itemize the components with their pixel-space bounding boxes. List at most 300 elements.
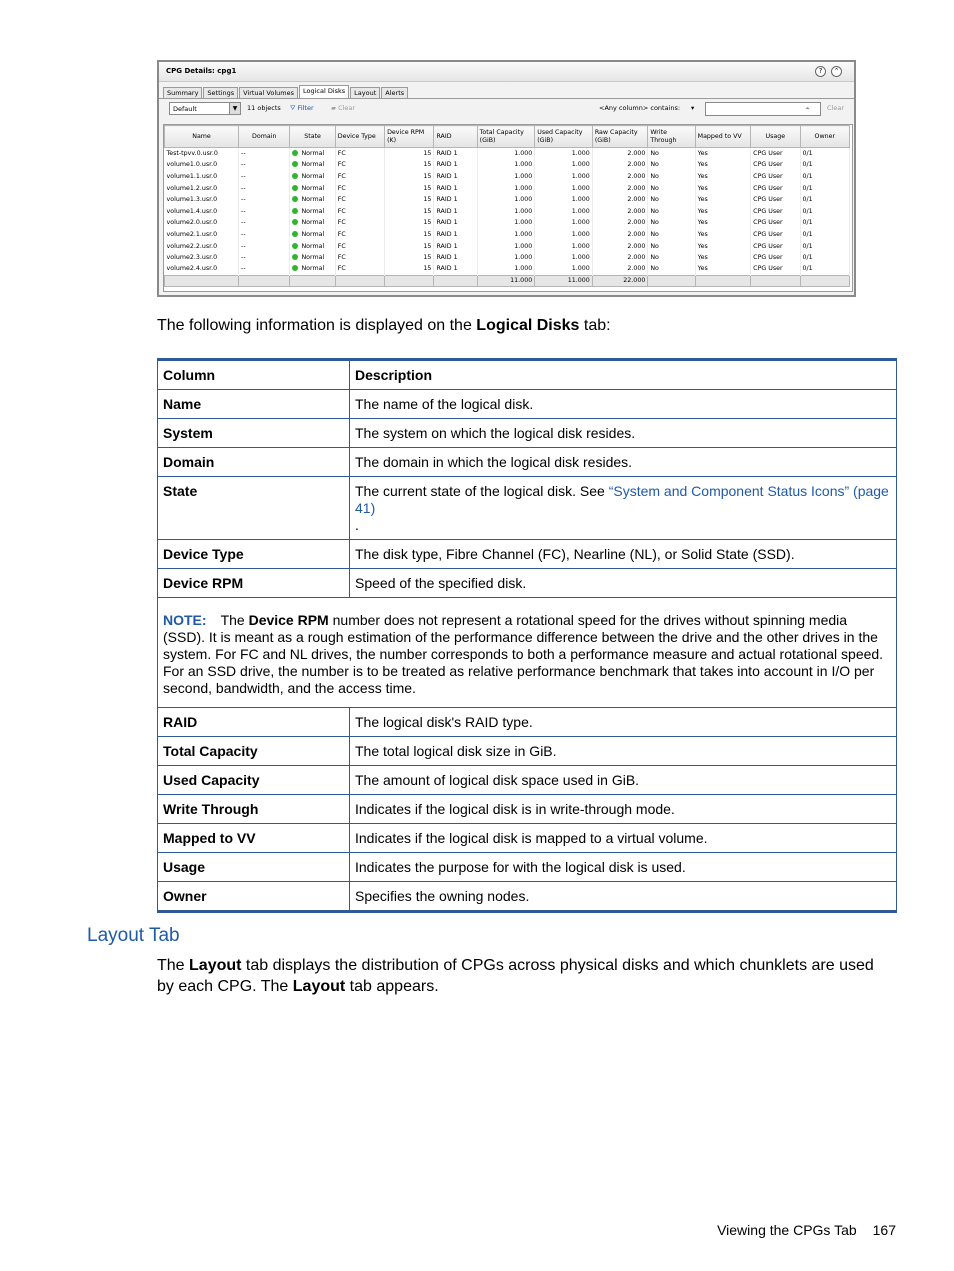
cell-value: 2.000 <box>627 150 646 158</box>
column-header[interactable]: Raw Capacity (GiB) <box>592 126 648 148</box>
cell-value: RAID 1 <box>436 196 458 204</box>
table-cell <box>695 171 751 183</box>
window-title: CPG Details: cpg1 <box>166 67 237 75</box>
table-cell <box>592 159 648 171</box>
cell-value: 15 <box>423 161 432 169</box>
table-cell <box>695 252 751 264</box>
cell-value: Yes <box>697 161 708 169</box>
layout-text-3: tab appears. <box>345 978 439 995</box>
column-header[interactable]: Mapped to VV <box>695 126 751 148</box>
table-cell <box>165 263 239 275</box>
eraser-icon: ▰ <box>331 104 336 112</box>
cell-value: 1.000 <box>571 161 590 169</box>
logical-disks-grid <box>163 124 853 292</box>
cell-value: 2.000 <box>627 184 646 192</box>
cell-value: 0/1 <box>802 161 813 169</box>
table-cell <box>592 263 648 275</box>
table-row[interactable] <box>165 217 850 229</box>
cell-value: volume1.0.usr.0 <box>166 161 218 169</box>
clear-filter-label: Clear <box>338 104 356 112</box>
cell-value: 0/1 <box>802 242 813 250</box>
cell-value: No <box>650 172 659 180</box>
status-normal-icon <box>292 161 298 167</box>
table-cell <box>239 229 290 241</box>
window-title-bar <box>159 62 854 82</box>
table-cell <box>239 205 290 217</box>
cell-value: CPG User <box>753 207 783 215</box>
total-cell <box>165 275 239 286</box>
search-input[interactable] <box>705 102 821 116</box>
table-cell <box>335 240 384 252</box>
cell-value: FC <box>337 230 346 238</box>
cell-value: 15 <box>423 207 432 215</box>
note-row <box>158 598 897 708</box>
cell-value: volume1.2.usr.0 <box>166 184 218 192</box>
cell-value: RAID 1 <box>436 161 458 169</box>
table-cell <box>477 171 535 183</box>
cell-value: CPG User <box>753 172 783 180</box>
cell-value: CPG User <box>753 196 783 204</box>
cell-value: No <box>650 265 659 273</box>
detail-tabs <box>159 85 854 99</box>
table-cell <box>648 217 695 229</box>
table-row[interactable] <box>165 159 850 171</box>
layout-bold-2: Layout <box>292 978 346 995</box>
table-cell <box>239 171 290 183</box>
description-row <box>158 766 897 795</box>
clear-filter-button[interactable] <box>331 104 355 112</box>
status-normal-icon <box>292 185 298 191</box>
cell-value: CPG User <box>753 161 783 169</box>
table-cell <box>592 205 648 217</box>
column-header[interactable]: Name <box>165 126 239 148</box>
table-cell <box>434 252 477 264</box>
cell-value: 1.000 <box>571 254 590 262</box>
table-cell <box>165 159 239 171</box>
cell-value: FC <box>337 161 346 169</box>
table-cell <box>434 240 477 252</box>
table-cell <box>535 217 593 229</box>
cell-value: No <box>650 254 659 262</box>
column-name: Device RPM <box>158 569 350 598</box>
cell-value: CPG User <box>753 254 783 262</box>
table-row[interactable] <box>165 182 850 194</box>
table-cell <box>751 217 800 229</box>
column-header[interactable]: Owner <box>800 126 849 148</box>
table-cell <box>800 240 849 252</box>
table-cell <box>290 159 335 171</box>
cell-value: volume1.3.usr.0 <box>166 196 218 204</box>
tab-settings[interactable]: Settings <box>203 87 238 98</box>
table-cell <box>335 217 384 229</box>
column-description: The amount of logical disk space used in GiB. <box>350 766 897 795</box>
table-cell <box>335 148 384 160</box>
object-count: 11 objects <box>247 104 281 112</box>
table-cell <box>695 182 751 194</box>
table-cell <box>648 263 695 275</box>
cell-value: 15 <box>423 254 432 262</box>
total-cell <box>335 275 384 286</box>
note-label: NOTE: <box>163 612 207 628</box>
cpg-details-screenshot <box>157 60 856 297</box>
cell-value: 1.000 <box>514 172 533 180</box>
description-row <box>158 390 897 419</box>
table-cell <box>592 171 648 183</box>
cell-value: Normal <box>301 207 325 215</box>
table-cell <box>335 182 384 194</box>
table-cell <box>592 217 648 229</box>
column-name: System <box>158 419 350 448</box>
table-cell <box>385 159 434 171</box>
table-cell <box>535 205 593 217</box>
cell-value: 0/1 <box>802 254 813 262</box>
page-footer <box>717 1222 896 1238</box>
table-cell <box>477 217 535 229</box>
table-cell <box>165 194 239 206</box>
description-row <box>158 419 897 448</box>
total-cell <box>695 275 751 286</box>
column-header[interactable]: Domain <box>239 126 290 148</box>
cell-value: 2.000 <box>627 219 646 227</box>
cell-value: volume1.1.usr.0 <box>166 172 218 180</box>
table-row[interactable] <box>165 171 850 183</box>
cell-value: 2.000 <box>627 254 646 262</box>
table-cell <box>592 194 648 206</box>
tab-alerts[interactable]: Alerts <box>381 87 408 98</box>
tab-virtual-volumes[interactable]: Virtual Volumes <box>239 87 298 98</box>
cell-value: 1.000 <box>514 184 533 192</box>
cell-value: 1.000 <box>514 207 533 215</box>
page-number: 167 <box>872 1222 896 1238</box>
table-cell <box>477 229 535 241</box>
table-cell <box>535 171 593 183</box>
cell-value: 2.000 <box>627 265 646 273</box>
table-cell <box>477 252 535 264</box>
column-header[interactable]: State <box>290 126 335 148</box>
footer-text: Viewing the CPGs Tab <box>717 1222 857 1238</box>
table-cell <box>800 159 849 171</box>
table-row[interactable] <box>165 252 850 264</box>
status-icons-link[interactable]: “System and Component Status Icons” (page 41) <box>355 483 889 516</box>
cell-value: No <box>650 230 659 238</box>
view-combo[interactable] <box>169 102 241 115</box>
cell-value: 1.000 <box>514 219 533 227</box>
table-cell <box>477 182 535 194</box>
table-cell <box>385 194 434 206</box>
cell-value: Normal <box>301 161 325 169</box>
collapse-icon[interactable]: ⌃ <box>831 66 842 77</box>
table-cell <box>434 205 477 217</box>
table-cell <box>592 148 648 160</box>
search-scope[interactable]: <Any column> contains: <box>599 104 681 112</box>
table-cell <box>648 148 695 160</box>
status-normal-icon <box>292 196 298 202</box>
table-cell <box>335 205 384 217</box>
cell-value: RAID 1 <box>436 184 458 192</box>
description-row <box>158 795 897 824</box>
table-cell <box>434 194 477 206</box>
table-cell <box>535 263 593 275</box>
total-cell <box>751 275 800 286</box>
table-cell <box>800 205 849 217</box>
tab-logical-disks[interactable]: Logical Disks <box>299 85 349 98</box>
table-header-row <box>158 360 897 390</box>
cell-value: 0/1 <box>802 150 813 158</box>
cell-value: 15 <box>423 265 432 273</box>
description-row <box>158 882 897 912</box>
cell-value: 1.000 <box>514 161 533 169</box>
table-cell <box>477 263 535 275</box>
cell-value: 15 <box>423 196 432 204</box>
table-cell <box>751 263 800 275</box>
table-cell <box>290 194 335 206</box>
view-combo-value: Default <box>173 105 197 113</box>
table-cell <box>335 171 384 183</box>
layout-text-2: tab displays the distribution of CPGs across physical disks and which chunklets are used by each CPG. The <box>157 957 874 995</box>
cell-value: Yes <box>697 150 708 158</box>
cell-value: 2.000 <box>627 196 646 204</box>
status-normal-icon <box>292 254 298 260</box>
columns-description-table <box>157 358 897 913</box>
table-cell <box>335 159 384 171</box>
column-header[interactable]: Device RPM (K) <box>385 126 434 148</box>
cell-value: -- <box>241 184 246 192</box>
table-cell <box>592 252 648 264</box>
column-name: Write Through <box>158 795 350 824</box>
cell-value: FC <box>337 219 346 227</box>
table-cell <box>800 182 849 194</box>
section-title: Layout Tab <box>87 925 180 946</box>
table-cell <box>385 263 434 275</box>
table-cell <box>165 240 239 252</box>
cell-value: -- <box>241 265 246 273</box>
status-normal-icon <box>292 243 298 249</box>
table-cell <box>695 159 751 171</box>
note-lead: The <box>220 612 249 628</box>
cell-value: CPG User <box>753 219 783 227</box>
cell-value: volume2.1.usr.0 <box>166 230 218 238</box>
grid-toolbar <box>159 99 854 119</box>
table-cell <box>165 182 239 194</box>
cell-value: CPG User <box>753 242 783 250</box>
table-cell <box>385 217 434 229</box>
table-row[interactable] <box>165 229 850 241</box>
table-cell <box>165 217 239 229</box>
intro-bold: Logical Disks <box>476 317 580 334</box>
table-row[interactable] <box>165 263 850 275</box>
column-header[interactable]: Device Type <box>335 126 384 148</box>
description-row <box>158 853 897 882</box>
cell-value: 1.000 <box>514 254 533 262</box>
cell-value: 0/1 <box>802 207 813 215</box>
table-cell <box>648 240 695 252</box>
table-row[interactable] <box>165 148 850 160</box>
cell-value: 1.000 <box>514 196 533 204</box>
cell-value: RAID 1 <box>436 150 458 158</box>
cell-value: FC <box>337 265 346 273</box>
table-cell <box>800 194 849 206</box>
table-cell <box>385 182 434 194</box>
state-tail: . <box>355 517 359 533</box>
status-normal-icon <box>292 265 298 271</box>
intro-paragraph <box>157 317 611 335</box>
column-name: Usage <box>158 853 350 882</box>
note-text: number does not represent a rotational speed for the drives without spinning media (SSD). It is meant as a rough estimation of the performance difference between the drive and the other drives in the system. For FC and NL drives, the number corresponds to both a performance measure and actual rotational speed. For an SSD drive, the number is to be treated as relative performance benchmark that takes into account in I/O per second, bandwidth, and the access time. <box>163 612 884 696</box>
table-cell <box>535 229 593 241</box>
table-cell <box>239 263 290 275</box>
column-description: The disk type, Fibre Channel (FC), Nearline (NL), or Solid State (SSD). <box>350 540 897 569</box>
column-name: Owner <box>158 882 350 912</box>
cell-value: Yes <box>697 184 708 192</box>
table-cell <box>592 229 648 241</box>
cell-value: 1.000 <box>571 242 590 250</box>
table-cell <box>335 263 384 275</box>
tab-layout[interactable]: Layout <box>350 87 380 98</box>
column-description: The system on which the logical disk resides. <box>350 419 897 448</box>
status-normal-icon <box>292 150 298 156</box>
table-row[interactable] <box>165 240 850 252</box>
cell-value: 0/1 <box>802 196 813 204</box>
cell-value: Normal <box>301 184 325 192</box>
table-cell <box>335 229 384 241</box>
column-header[interactable]: RAID <box>434 126 477 148</box>
chevron-down-icon[interactable]: ▼ <box>229 103 240 114</box>
filter-button[interactable] <box>290 104 314 113</box>
table-cell <box>385 205 434 217</box>
cell-value: 2.000 <box>627 207 646 215</box>
cell-value: Yes <box>697 207 708 215</box>
table-cell <box>239 148 290 160</box>
cell-value: Yes <box>697 196 708 204</box>
table-cell <box>751 148 800 160</box>
cell-value: 0/1 <box>802 219 813 227</box>
cell-value: 1.000 <box>571 265 590 273</box>
cell-value: No <box>650 184 659 192</box>
total-cell: 22.000 <box>592 275 648 286</box>
table-cell <box>290 252 335 264</box>
layout-text-1: The <box>157 957 190 974</box>
table-cell <box>695 217 751 229</box>
layout-bold-1: Layout <box>189 957 242 974</box>
table-cell <box>648 182 695 194</box>
table-cell <box>290 182 335 194</box>
cell-value: -- <box>241 172 246 180</box>
header-column: Column <box>158 360 350 390</box>
table-row[interactable] <box>165 205 850 217</box>
cell-value: No <box>650 207 659 215</box>
cell-value: FC <box>337 196 346 204</box>
cell-value: No <box>650 196 659 204</box>
table-cell <box>800 252 849 264</box>
cell-value: Yes <box>697 219 708 227</box>
cell-value: 1.000 <box>571 196 590 204</box>
grid-header-row <box>165 126 850 148</box>
cell-value: RAID 1 <box>436 242 458 250</box>
column-header[interactable]: Used Capacity (GiB) <box>535 126 593 148</box>
cell-value: 1.000 <box>571 207 590 215</box>
state-text: The current state of the logical disk. See <box>355 483 609 499</box>
cell-value: -- <box>241 242 246 250</box>
cell-value: 1.000 <box>571 230 590 238</box>
table-cell <box>695 240 751 252</box>
column-header[interactable]: Usage <box>751 126 800 148</box>
description-row <box>158 824 897 853</box>
cell-value: 2.000 <box>627 172 646 180</box>
total-cell <box>648 275 695 286</box>
table-cell <box>434 229 477 241</box>
tab-summary[interactable]: Summary <box>163 87 202 98</box>
search-bell-icon: ⏶ <box>805 104 811 112</box>
cell-value: 0/1 <box>802 230 813 238</box>
column-description: Indicates the purpose for with the logical disk is used. <box>350 853 897 882</box>
column-description: Speed of the specified disk. <box>350 569 897 598</box>
table-cell <box>477 205 535 217</box>
column-description <box>350 477 897 540</box>
intro-tail: tab: <box>579 317 611 334</box>
table-cell <box>648 194 695 206</box>
table-row[interactable] <box>165 194 850 206</box>
note-cell <box>158 598 897 708</box>
table-cell <box>535 240 593 252</box>
table-cell <box>535 194 593 206</box>
header-description: Description <box>350 360 897 390</box>
table-cell <box>800 263 849 275</box>
column-description: The domain in which the logical disk resides. <box>350 448 897 477</box>
search-scope-chevron-icon[interactable]: ▾ <box>691 104 695 112</box>
cell-value: volume2.0.usr.0 <box>166 219 218 227</box>
table-cell <box>290 217 335 229</box>
column-name: Mapped to VV <box>158 824 350 853</box>
cell-value: FC <box>337 172 346 180</box>
cell-value: 1.000 <box>514 230 533 238</box>
cell-value: Normal <box>301 254 325 262</box>
column-header[interactable]: Total Capacity (GiB) <box>477 126 535 148</box>
description-row <box>158 569 897 598</box>
cell-value: FC <box>337 150 346 158</box>
cell-value: Normal <box>301 172 325 180</box>
cell-value: FC <box>337 254 346 262</box>
table-cell <box>434 171 477 183</box>
cell-value: 15 <box>423 150 432 158</box>
filter-label: Filter <box>297 104 314 112</box>
table-cell <box>648 229 695 241</box>
table-cell <box>290 205 335 217</box>
table-cell <box>165 171 239 183</box>
table-cell <box>434 159 477 171</box>
cell-value: RAID 1 <box>436 219 458 227</box>
help-icon[interactable]: ? <box>815 66 826 77</box>
cell-value: RAID 1 <box>436 207 458 215</box>
table-cell <box>535 182 593 194</box>
table-cell <box>165 205 239 217</box>
table-cell <box>239 182 290 194</box>
cell-value: CPG User <box>753 265 783 273</box>
table-cell <box>751 240 800 252</box>
table-cell <box>434 182 477 194</box>
column-description: The logical disk's RAID type. <box>350 708 897 737</box>
column-name: Used Capacity <box>158 766 350 795</box>
cell-value: Yes <box>697 254 708 262</box>
column-header[interactable]: Write Through <box>648 126 695 148</box>
cell-value: No <box>650 150 659 158</box>
cell-value: 1.000 <box>514 150 533 158</box>
totals-row <box>165 275 850 286</box>
cell-value: Yes <box>697 230 708 238</box>
table-cell <box>800 148 849 160</box>
cell-value: CPG User <box>753 184 783 192</box>
clear-search-button[interactable]: Clear <box>827 104 844 112</box>
description-row <box>158 708 897 737</box>
